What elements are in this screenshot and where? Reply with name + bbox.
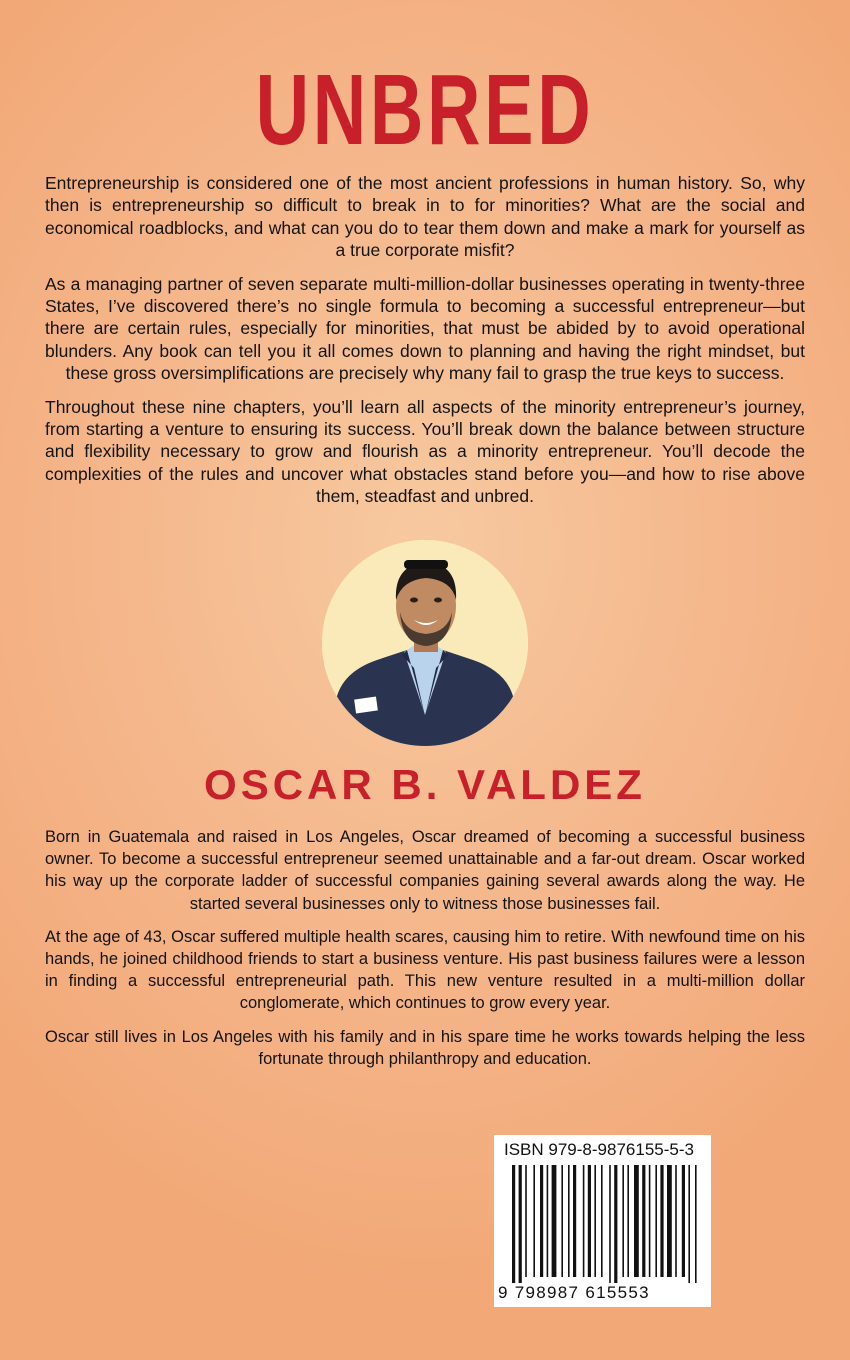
author-portrait bbox=[322, 540, 528, 746]
barcode-bar bbox=[688, 1165, 690, 1283]
author-photo-illustration bbox=[322, 540, 528, 746]
barcode-bar bbox=[573, 1165, 576, 1277]
author-bio bbox=[45, 826, 805, 1081]
barcode-bar bbox=[634, 1165, 639, 1277]
barcode-bar bbox=[649, 1165, 651, 1277]
barcode-bar bbox=[552, 1165, 557, 1277]
barcode-bar bbox=[561, 1165, 563, 1277]
barcode-bar bbox=[519, 1165, 522, 1283]
book-title: UNBRED bbox=[255, 54, 595, 166]
barcode-digits: 9 798987 615553 bbox=[498, 1283, 650, 1302]
blurb-paragraph: Throughout these nine chapters, you’ll learn all aspects of the minority entrepreneur’s journey, from starting a venture to ensuring its success. You’ll break down the balance between structure and flexibility necessary to grow and flourish as a minority entrepreneur. You’ll decode the complexities of the rules and uncover what obstacles stand before you—and how to rise above them, steadfast and unbred. bbox=[45, 396, 805, 507]
blurb-paragraph: As a managing partner of seven separate multi-million-dollar businesses operating in twenty-three States, I’ve discovered there’s no single formula to becoming a successful entrepreneur—but there are certain rules, especially for minorities, that must be abided by to avoid operational blunders. Any book can tell you it all comes down to planning and having the right mindset, but these gross oversimplifications are precisely why many fail to grasp the true keys to success. bbox=[45, 273, 805, 384]
author-name: OSCAR B. VALDEZ bbox=[204, 761, 646, 808]
barcode-bar bbox=[627, 1165, 629, 1277]
barcode-bar bbox=[588, 1165, 591, 1277]
barcode-bar bbox=[533, 1165, 535, 1277]
isbn-barcode bbox=[494, 1135, 711, 1307]
barcode-bar bbox=[642, 1165, 645, 1277]
barcode-bar bbox=[583, 1165, 585, 1277]
bio-paragraph: Oscar still lives in Los Angeles with his family and in his spare time he works towards helping the less fortunate through philanthropy and education. bbox=[45, 1027, 805, 1068]
barcode-bar bbox=[682, 1165, 685, 1277]
barcode-bar bbox=[601, 1165, 603, 1277]
blurb-paragraph: Entrepreneurship is considered one of the most ancient professions in human history. So, why then is entrepreneurship so difficult to break in to for minorities? What are the social and economical roadblocks, and what can you do to tear them down and make a mark for yourself as a true corporate misfit? bbox=[45, 173, 805, 261]
barcode-bar bbox=[547, 1165, 549, 1277]
barcode-bar bbox=[660, 1165, 663, 1277]
barcode-bar bbox=[525, 1165, 527, 1277]
barcode-bar bbox=[622, 1165, 624, 1277]
barcode-bar bbox=[512, 1165, 515, 1283]
isbn-label: ISBN 979-8-9876155-5-3 bbox=[504, 1140, 694, 1159]
bio-paragraph: Born in Guatemala and raised in Los Angeles, Oscar dreamed of becoming a successful business owner. To become a successful entrepreneur seemed unattainable and a far-out dream. Oscar worked his way up the corporate ladder of successful companies gaining several awards along the way. He started several businesses only to witness those businesses fail. bbox=[45, 828, 805, 913]
barcode-bar bbox=[540, 1165, 543, 1277]
barcode-bar bbox=[695, 1165, 697, 1283]
barcode-bars bbox=[498, 1165, 707, 1283]
barcode-bar bbox=[594, 1165, 596, 1277]
back-cover-blurb bbox=[45, 172, 805, 519]
barcode-bar bbox=[655, 1165, 657, 1277]
barcode-bar bbox=[667, 1165, 672, 1277]
barcode-bar bbox=[614, 1165, 617, 1283]
barcode-bar bbox=[609, 1165, 611, 1283]
barcode-bar bbox=[675, 1165, 677, 1277]
barcode-bar bbox=[568, 1165, 570, 1277]
bio-paragraph: At the age of 43, Oscar suffered multiple health scares, causing him to retire. With newfound time on his hands, he joined childhood friends to start a business venture. His past business failures were a lesson in finding a successful entrepreneurial path. This new venture resulted in a multi-million dollar conglomerate, which continues to grow every year. bbox=[45, 927, 805, 1013]
